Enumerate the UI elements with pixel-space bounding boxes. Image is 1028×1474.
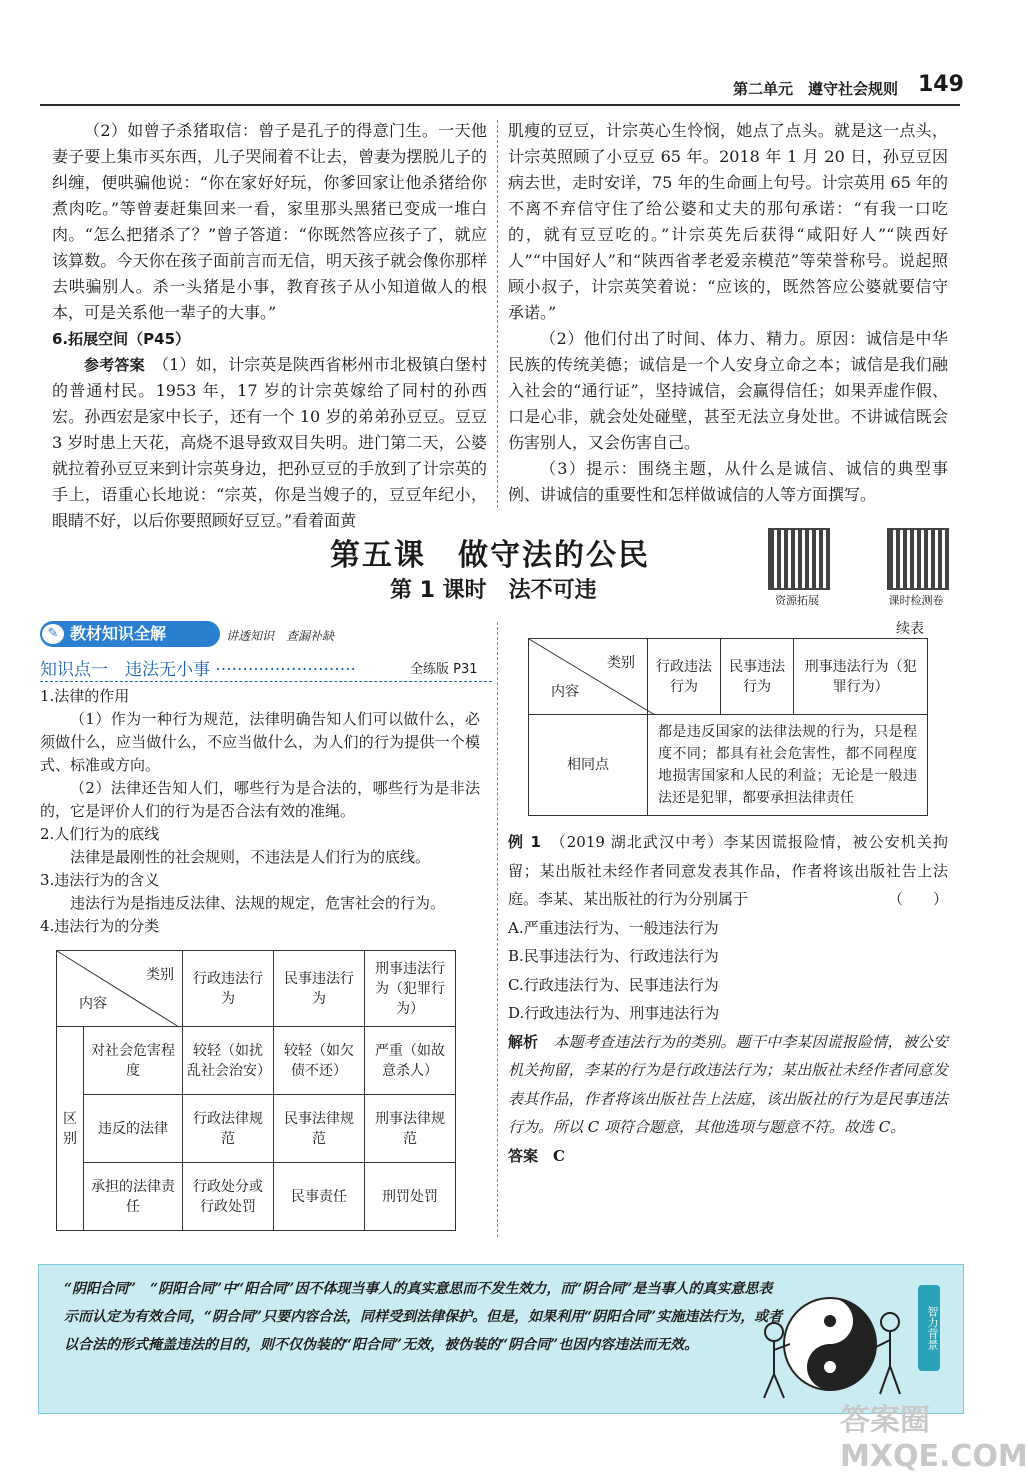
qr-code-icon <box>768 528 830 590</box>
header-rule <box>40 104 960 106</box>
page-number: 149 <box>918 72 964 97</box>
diagonal-line <box>529 639 655 715</box>
col-header-civil: 民事违法行为 <box>274 951 365 1027</box>
analysis-text: 本题考查违法行为的类别。题干中李某因谎报险情，被公安机关拘留，李某的行为是行政违法行为；某出版社未经作者同意发表其作品，作者将该出版社告上法庭，该出版社的行为是民事违法行为。所以 C 项符合题意，其他选项与题意不符。故选 C。 <box>508 1032 948 1136</box>
table-corner <box>529 639 648 715</box>
cell: 较轻（如欠债不还） <box>274 1027 365 1095</box>
row-label: 对社会危害程度 <box>84 1027 183 1095</box>
corner-category: 类别 <box>607 655 635 671</box>
same-points-cell: 都是违反国家的法律法规的行为，只是程度不同；都具有社会危害性，都不同程度地损害国家和人民的利益；无论是一般违法还是犯罪，都要承担法律责任 <box>648 715 928 816</box>
illegal-types-table <box>56 950 456 1231</box>
yinyang-contract-tip: “阴阳合同” “阴阳合同”中“阳合同”因不体现当事人的真实意思而不发生效力，而“阴合同”是当事人的真实意思表示而认定为有效合同，“阴合同”只要内容合法，同样受到法律保护。但是，如果利用“阴阳合同”实施违法行为，或者以合法的形式掩盖违法的目的，则不仅伪装的“阳合同”无效，被伪装的“阴合同”也因内容违法而无效。 <box>64 1281 783 1353</box>
qr-resources-caption: 资源拓展 <box>775 594 819 607</box>
group-label: 区别 <box>57 1027 84 1231</box>
option-b: B.民事违法行为、行政违法行为 <box>508 947 719 965</box>
cell: 行政法律规范 <box>183 1095 274 1163</box>
final-answer-label: 答案 <box>508 1146 539 1165</box>
lesson-title: 第五课 做守法的公民 <box>330 538 650 573</box>
col-header-criminal: 刑事违法行为（犯罪行为） <box>794 639 928 715</box>
banner-tagline: 讲透知识 查漏补缺 <box>226 629 335 643</box>
qr-code-icon <box>887 528 949 590</box>
option-a: A.严重违法行为、一般违法行为 <box>508 918 719 937</box>
corner-category: 类别 <box>146 967 174 983</box>
illegal-meaning-text: 违法行为是指违反法律、法规的规定，危害社会的行为。 <box>70 894 446 912</box>
knowledge-ref: 全练版 P31 <box>410 662 478 677</box>
right-column-top <box>508 118 948 508</box>
cell: 严重（如故意杀人） <box>365 1027 456 1095</box>
zengzi-story: （2）如曾子杀猪取信：曾子是孔子的得意门生。一天他妻子要上集市买东西，儿子哭闹着不让去，曾妻为摆脱儿子的纠缠，便哄骗他说：“你在家好好玩，你爹回家让他杀猪给你煮肉吃。”等曾妻赶集回来一看，家里那头黑猪已变成一堆白肉。“怎么把猪杀了？”曾子答道：“你既然答应孩子了，就应该算数。今天你在孩子面前言而无信，明天孩子就会像你那样去哄骗别人。杀一头猪是小事，教育孩子从小知道做人的根本，可是关系他一辈子的大事。” <box>52 121 487 322</box>
cell: 刑事法律规范 <box>365 1095 456 1163</box>
yinyang-cartoon-icon <box>750 1278 910 1406</box>
answer-label: 参考答案 <box>84 356 145 374</box>
law-role-1: （1）作为一种行为规范，法律明确告知人们可以做什么，必须做什么，应当做什么，不应当做什么，为人们的行为提供一个模式、标准或方向。 <box>40 710 480 774</box>
cell: 刑罚处罚 <box>365 1163 456 1231</box>
bottom-line-text: 法律是最刚性的社会规则，不违法是人们行为的底线。 <box>70 848 431 866</box>
knowledge-point-title: 知识点一 违法无小事 ·························· <box>40 660 356 680</box>
book-icon: ✎ <box>42 624 64 644</box>
col-header-civil: 民事违法行为 <box>721 639 794 715</box>
row-label: 承担的法律责任 <box>84 1163 183 1231</box>
knowledge-body <box>40 685 480 938</box>
answer-text: （1）如，计宗英是陕西省彬州市北极镇白堡村的普通村民。1953 年，17 岁的计宗英嫁给了同村的孙西宏。孙西宏是家中长子，还有一个 10 岁的弟弟孙豆豆。豆豆 3 岁时患上天花，高烧不退导致双目失明。进门第二天，公婆就拉着孙豆豆来到计宗英身边，把孙豆豆的手放到了计宗英的手上，语重心长地说：“宗英，你是当嫂子的，豆豆年纪小，眼睛不好，以后你要照顾好豆豆。”看着面黄 <box>52 355 487 530</box>
row-label: 相同点 <box>529 715 648 816</box>
lesson-subtitle: 第 1 课时 法不可违 <box>390 578 597 603</box>
diagonal-line <box>57 951 179 1027</box>
table-corner <box>57 951 183 1027</box>
cell: 较轻（如扰乱社会治安） <box>183 1027 274 1095</box>
qr-resources[interactable] <box>768 528 830 590</box>
side-tab: 智力背景 <box>918 1285 940 1371</box>
qr-quiz-caption: 课时检测卷 <box>888 594 944 607</box>
col-header-administrative: 行政违法行为 <box>183 951 274 1027</box>
final-answer: C <box>553 1146 565 1165</box>
example-block <box>508 828 948 1170</box>
example-stem: （2019 湖北武汉中考）李某因谎报险情，被公安机关拘留；某出版社未经作者同意发表其作品，作者将该出版社告上法庭。李某、某出版社的行为分别属于 <box>508 833 948 908</box>
answer-part-3: （3）提示：围绕主题，从什么是诚信、诚信的典型事例、讲诚信的重要性和怎样做诚信的人等方面撰写。 <box>508 459 948 504</box>
knowledge-banner: 教材知识全解 <box>40 621 220 647</box>
col-header-administrative: 行政违法行为 <box>648 639 721 715</box>
answer-part-2: （2）他们付出了时间、体力、精力。原因：诚信是中华民族的传统美德；诚信是一个人安身立命之本；诚信是我们融入社会的“通行证”，坚持诚信，会赢得信任；如果弄虚作假、口是心非，就会处处碰壁，甚至无法立身处世。不讲诚信既会伤害别人，又会伤害自己。 <box>508 329 948 452</box>
law-role-2: （2）法律还告知人们，哪些行为是合法的，哪些行为是非法的，它是评价人们的行为是否合法有效的准绳。 <box>40 779 480 820</box>
column-divider-lower <box>497 622 498 1237</box>
corner-content: 内容 <box>79 996 107 1012</box>
analysis-label: 解析 <box>508 1032 539 1051</box>
left-column-top <box>52 118 487 534</box>
cell: 行政处分或行政处罚 <box>183 1163 274 1231</box>
illegal-types-heading: 4.违法行为的分类 <box>40 917 160 935</box>
corner-content: 内容 <box>551 684 579 700</box>
cell: 民事责任 <box>274 1163 365 1231</box>
section-6-heading: 6.拓展空间（P45） <box>52 330 191 348</box>
same-points-table <box>528 638 928 816</box>
jizongying-story: 肌瘦的豆豆，计宗英心生怜悯，她点了点头。就是这一点头，计宗英照顾了小豆豆 65 年。2018 年 1 月 20 日，孙豆豆因病去世，走时安详，75 年的生命画上句号。计宗英用 65 年的不离不弃信守住了给公婆和丈夫的那句承诺：“有我一口吃的，就有豆豆吃的。”计宗英先后获得“咸阳好人”“陕西好人”“中国好人”和“陕西省孝老爱亲模范”等荣誉称号。说起照顾小叔子，计宗英笑着说：“应该的，既然答应公婆就要信守承诺。” <box>508 121 948 322</box>
column-divider <box>497 120 498 508</box>
option-c: C.行政违法行为、民事违法行为 <box>508 975 719 994</box>
continued-label: 续表 <box>896 621 924 637</box>
qr-quiz[interactable] <box>887 528 949 590</box>
col-header-criminal: 刑事违法行为（犯罪行为） <box>365 951 456 1027</box>
unit-header: 第二单元 遵守社会规则 <box>733 80 899 98</box>
knowledge-rule <box>40 681 492 682</box>
answer-blank: （ ） <box>887 890 948 908</box>
option-d: D.行政违法行为、刑事违法行为 <box>508 1004 720 1022</box>
law-role-heading: 1.法律的作用 <box>40 687 130 705</box>
bottom-line-heading: 2.人们行为的底线 <box>40 825 160 843</box>
cell: 民事法律规范 <box>274 1095 365 1163</box>
illegal-meaning-heading: 3.违法行为的含义 <box>40 871 160 889</box>
watermark: 答案圈 MXQE.COM <box>840 1403 1028 1474</box>
example-label: 例 1 <box>508 833 541 851</box>
row-label: 违反的法律 <box>84 1095 183 1163</box>
